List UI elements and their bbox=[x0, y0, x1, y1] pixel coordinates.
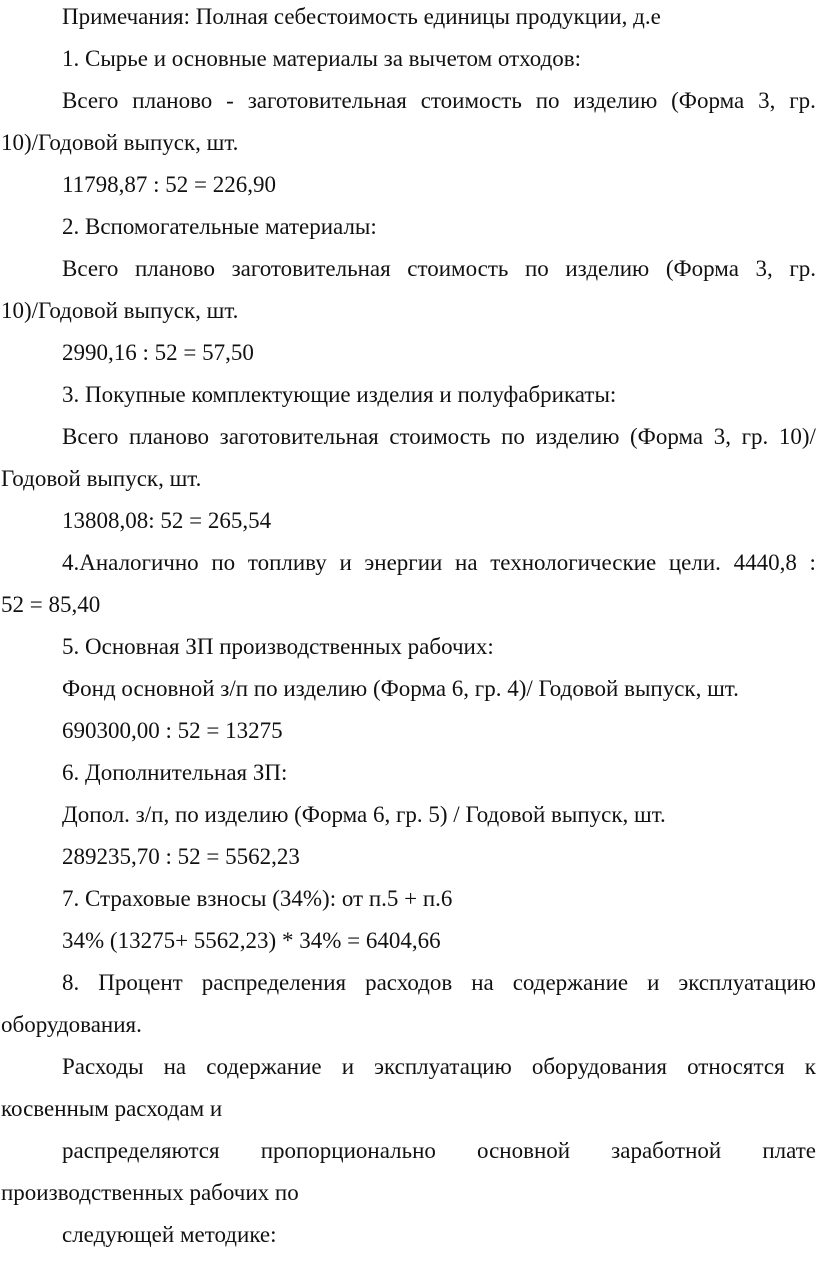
word: (Форма bbox=[630, 424, 704, 449]
word: 4440,8 bbox=[733, 550, 797, 575]
word: заготовительная bbox=[219, 424, 379, 449]
item-3-formula-line-2: Годовой выпуск, шт. bbox=[1, 466, 202, 491]
item-5-heading: 5. Основная ЗП производственных рабочих: bbox=[62, 634, 494, 659]
word: цели. bbox=[668, 550, 721, 575]
item-7-calculation: 34% (13275+ 5562,23) * 34% = 6404,66 bbox=[62, 928, 441, 953]
word: 4.Аналогично bbox=[62, 550, 199, 575]
word: эксплуатацию bbox=[678, 970, 816, 995]
word: на bbox=[471, 970, 494, 995]
word: энергии bbox=[364, 550, 443, 575]
word: 3, bbox=[713, 424, 731, 449]
word: оборудования bbox=[531, 1054, 667, 1079]
item-2-formula-line-2: 10)/Годовой выпуск, шт. bbox=[1, 298, 239, 323]
word: изделию bbox=[573, 88, 658, 113]
word: и bbox=[341, 1054, 355, 1079]
word: : bbox=[809, 550, 816, 575]
word: по bbox=[535, 88, 560, 113]
item-1-formula-line-2: 10)/Годовой выпуск, шт. bbox=[1, 130, 239, 155]
item-3-heading: 3. Покупные комплектующие изделия и полуфабрикаты: bbox=[62, 382, 617, 407]
item-2-formula-line-1 bbox=[62, 254, 816, 284]
word: по bbox=[524, 256, 549, 281]
word: - bbox=[226, 88, 234, 113]
item-8-heading-line-2: оборудования. bbox=[1, 1012, 142, 1037]
word: изделию bbox=[535, 424, 620, 449]
word: топливу bbox=[247, 550, 327, 575]
word: относятся bbox=[687, 1054, 785, 1079]
word: распределения bbox=[201, 970, 347, 995]
word: заработной bbox=[611, 1138, 722, 1163]
item-3-formula-line-1 bbox=[62, 422, 816, 452]
item-2-heading: 2. Вспомогательные материалы: bbox=[62, 214, 377, 239]
word: по bbox=[501, 424, 525, 449]
item-6-heading: 6. Дополнительная ЗП: bbox=[62, 760, 288, 785]
word: 8. bbox=[62, 970, 80, 995]
item-8-text-line-2: косвенным расходам и bbox=[1, 1096, 223, 1121]
item-1-calculation: 11798,87 : 52 = 226,90 bbox=[62, 172, 277, 197]
word: плате bbox=[762, 1138, 816, 1163]
word: 3, bbox=[758, 88, 776, 113]
item-8-text-line-5: следующей методике: bbox=[62, 1222, 277, 1247]
item-8-text-line-4: производственных рабочих по bbox=[1, 1180, 299, 1205]
word: содержание bbox=[206, 1054, 322, 1079]
word: гр. bbox=[789, 88, 816, 113]
item-4-line-1 bbox=[62, 548, 816, 578]
word: по bbox=[211, 550, 236, 575]
item-8-text-line-3 bbox=[62, 1136, 816, 1166]
word: Всего bbox=[62, 256, 119, 281]
word: и bbox=[647, 970, 660, 995]
word: стоимость bbox=[420, 88, 522, 113]
word: гр. bbox=[789, 256, 816, 281]
word: 10)/ bbox=[778, 424, 816, 449]
word: гр. bbox=[741, 424, 769, 449]
item-1-formula-line-1 bbox=[62, 86, 816, 116]
word: заготовительная bbox=[247, 88, 407, 113]
word: и bbox=[339, 550, 352, 575]
word: планово bbox=[134, 256, 215, 281]
word: Всего bbox=[62, 424, 119, 449]
word: к bbox=[804, 1054, 816, 1079]
word: содержание bbox=[512, 970, 629, 995]
word: Процент bbox=[98, 970, 183, 995]
word: основной bbox=[477, 1138, 571, 1163]
word: технологические bbox=[490, 550, 657, 575]
item-4-line-2: 52 = 85,40 bbox=[1, 592, 101, 617]
item-5-formula: Фонд основной з/п по изделию (Форма 6, гр. 4)/ Годовой выпуск, шт. bbox=[62, 676, 739, 701]
item-5-calculation: 690300,00 : 52 = 13275 bbox=[62, 718, 283, 743]
word: заготовительная bbox=[231, 256, 391, 281]
word: Всего bbox=[62, 88, 119, 113]
word: пропорционально bbox=[260, 1138, 436, 1163]
word: расходов bbox=[365, 970, 453, 995]
item-7-heading: 7. Страховые взносы (34%): от п.5 + п.6 bbox=[62, 886, 453, 911]
word: на bbox=[455, 550, 478, 575]
word: (Форма bbox=[671, 88, 745, 113]
word: (Форма bbox=[665, 256, 739, 281]
word: стоимость bbox=[407, 256, 509, 281]
word: на bbox=[163, 1054, 187, 1079]
word: распределяются bbox=[62, 1138, 220, 1163]
word: изделию bbox=[565, 256, 650, 281]
word: эксплуатацию bbox=[374, 1054, 512, 1079]
item-1-heading: 1. Сырье и основные материалы за вычетом отходов: bbox=[62, 46, 582, 71]
notes-heading: Примечания: Полная себестоимость единицы продукции, д.е bbox=[62, 4, 661, 29]
item-6-formula: Допол. з/п, по изделию (Форма 6, гр. 5) / Годовой выпуск, шт. bbox=[62, 802, 666, 827]
item-2-calculation: 2990,16 : 52 = 57,50 bbox=[62, 340, 254, 365]
word: Расходы bbox=[62, 1054, 144, 1079]
item-8-text-line-1 bbox=[62, 1052, 816, 1082]
item-8-heading-line-1 bbox=[62, 968, 816, 998]
word: планово bbox=[132, 88, 213, 113]
item-6-calculation: 289235,70 : 52 = 5562,23 bbox=[62, 844, 300, 869]
item-3-calculation: 13808,08: 52 = 265,54 bbox=[62, 508, 272, 533]
word: планово bbox=[129, 424, 210, 449]
word: 3, bbox=[755, 256, 773, 281]
word: стоимость bbox=[389, 424, 491, 449]
